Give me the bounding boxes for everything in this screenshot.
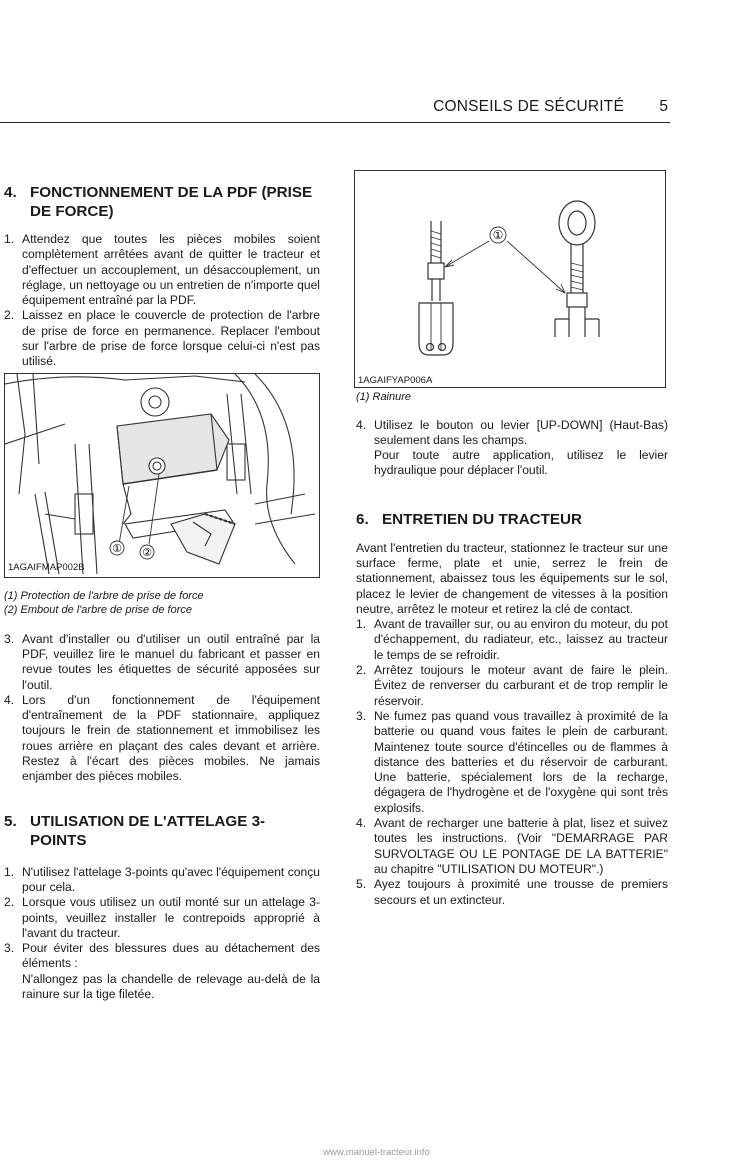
right-column bbox=[356, 390, 668, 908]
section-5-list bbox=[4, 865, 320, 1003]
figure-callout-2: ② bbox=[142, 545, 152, 559]
list-item: 4. Avant de recharger une batterie à plat, lisez et suivez toutes les instructions. (Voir "DEMARRAGE PAR SURVOLTAGE OU LE PONTAGE DE LA BATTERIE" au chapitre "UTILISATION DU MOTEUR".) bbox=[356, 816, 668, 876]
list-item: 5. Ayez toujours à proximité une trousse de premiers secours et un extincteur. bbox=[356, 877, 668, 907]
figure-caption: (1) Protection de l'arbre de prise de force bbox=[4, 589, 204, 602]
list-item: 3. Ne fumez pas quand vous travaillez à proximité de la batterie ou quand vous faites le plein de carburant. Maintenez toute source d'étincelles ou de flammes à distance des batteries et du réservoir de carburant. Une batterie, spécialement lors de la recharge, dégagera de l'hydrogène et de l'oxygène qui sont très explosifs. bbox=[356, 708, 668, 815]
section-5-heading: 5. UTILISATION DE L'ATTELAGE 3-POINTS bbox=[4, 812, 266, 849]
section-6-list bbox=[356, 617, 668, 908]
page-number: 5 bbox=[659, 98, 668, 115]
list-item: 2. Lorsque vous utilisez un outil monté sur un attelage 3-points, veuillez installer le contrepoids approprié à l'avant du tracteur. bbox=[4, 895, 320, 940]
section-4-heading: 4. FONCTIONNEMENT DE LA PDF (PRISE DE FORCE) bbox=[4, 184, 313, 220]
figure-captions bbox=[4, 589, 320, 618]
lift-rod-illustration bbox=[355, 171, 665, 387]
list-item: 3. Pour éviter des blessures dues au détachement des éléments : N'allongez pas la chandelle de relevage au-delà de la rainure sur la tige filetée. bbox=[4, 941, 320, 1002]
list-item: 1. N'utilisez l'attelage 3-points qu'avec l'équipement conçu pour cela. bbox=[4, 864, 320, 894]
list-item: 2. Arrêtez toujours le moteur avant de faire le plein. Évitez de renverser du carburant et de trop remplir le réservoir. bbox=[356, 663, 668, 708]
figure-callout-1: ① bbox=[112, 541, 122, 555]
page-header bbox=[0, 98, 670, 123]
section-6-heading: 6. ENTRETIEN DU TRACTEUR bbox=[356, 510, 582, 528]
list-item: 4. Lors d'un fonctionnement de l'équipement d'entraînement de la PDF stationnaire, appliquez toujours le frein de stationnement et immobilisez les roues arrière en plaçant des cales devant et arrière. Restez à l'écart des pièces mobiles. Ne jamais enjamber des pièces mobiles. bbox=[4, 692, 320, 784]
section-6-intro: Avant l'entretien du tracteur, stationnez le tracteur sur une surface ferme, plate et unie, serrez le frein de stationnement, abaissez tous les équipements sur le sol, placez le levier de changement de vitesses à la position neutre, arrêtez le moteur et retirez la clé de contact. bbox=[356, 540, 668, 616]
pto-figure bbox=[4, 373, 320, 578]
figure-code: 1AGAIFYAP006A bbox=[358, 375, 433, 386]
lift-rod-figure bbox=[354, 170, 666, 388]
pto-shield-illustration bbox=[5, 374, 319, 577]
section-4-list-continued bbox=[4, 632, 320, 785]
list-item: 1. Avant de travailler sur, ou au environ du moteur, du pot d'échappement, du radiateur, etc., laissez au tracteur le temps de se refroidir. bbox=[356, 617, 668, 662]
header-title: CONSEILS DE SÉCURITÉ bbox=[433, 98, 624, 115]
figure-callout-1: ① bbox=[492, 228, 504, 242]
figure-caption: (2) Embout de l'arbre de prise de force bbox=[4, 604, 192, 617]
list-item: 4. Utilisez le bouton ou levier [UP-DOWN] (Haut-Bas) seulement dans les champs. Pour toute autre application, utilisez le levier hydraulique pour déplacer l'outil. bbox=[356, 417, 668, 478]
section-4-list bbox=[4, 232, 320, 370]
figure-code: 1AGAIFMAP002B bbox=[8, 562, 85, 574]
figure-caption: (1) Rainure bbox=[356, 391, 412, 403]
list-item: 2. Laissez en place le couvercle de protection de l'arbre de prise de force en permanence. Replacer l'embout sur l'arbre de prise de force lorsque celui-ci n'est pas utilisé. bbox=[4, 308, 320, 369]
list-item: 3. Avant d'installer ou d'utiliser un outil entraîné par la PDF, veuillez lire le manuel du fabricant et passer en revue toutes les étiquettes de sécurité apposées sur l'outil. bbox=[4, 631, 320, 692]
left-column bbox=[4, 183, 320, 1002]
section-5-list-continued bbox=[356, 418, 668, 479]
footer-watermark: www.manuel-tracteur.info bbox=[323, 1147, 430, 1158]
list-item: 1. Attendez que toutes les pièces mobiles soient complètement arrêtées avant de quitter le tracteur et d'effectuer un accouplement, un désaccouplement, un réglage, un nettoyage ou un entretien de n'importe quel équipement entraîné par la PDF. bbox=[4, 232, 320, 308]
